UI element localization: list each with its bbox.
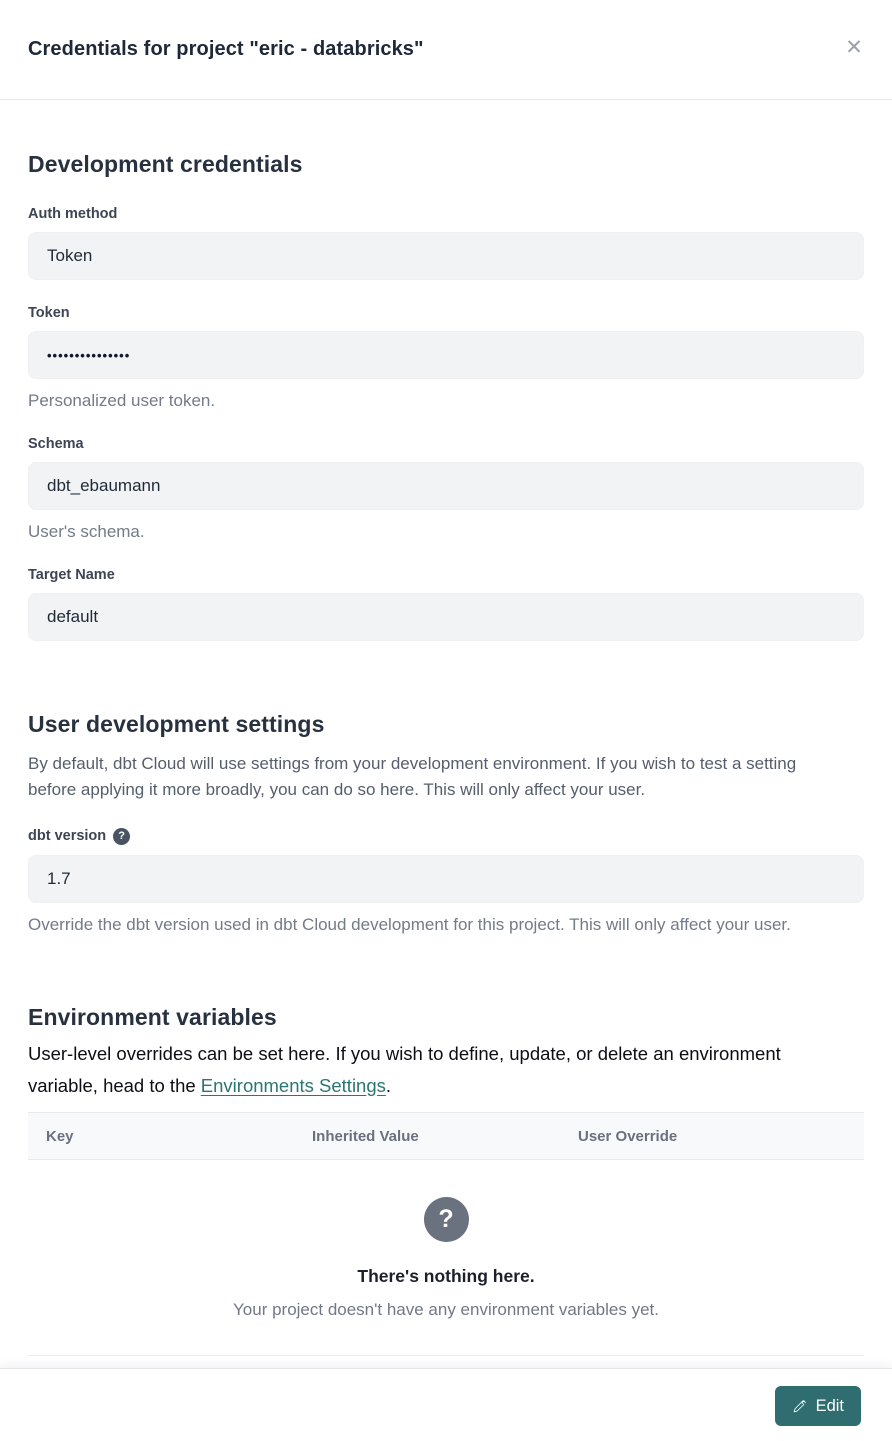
development-credentials-heading: Development credentials — [28, 151, 303, 177]
content-bottom-divider — [28, 1355, 864, 1356]
close-icon[interactable]: ✕ — [838, 32, 870, 64]
auth-method-input[interactable] — [28, 232, 864, 280]
modal-footer — [0, 1368, 892, 1441]
dbt-version-input[interactable] — [28, 855, 864, 903]
edit-button[interactable] — [775, 1386, 861, 1426]
modal-title: Credentials for project "eric - databricks" — [28, 38, 424, 60]
dbt-version-label: dbt version — [28, 828, 107, 845]
environments-settings-link[interactable]: Environments Settings — [200, 1074, 386, 1096]
token-field-group — [28, 305, 864, 411]
environment-variables-heading: Environment variables — [28, 1003, 277, 1030]
env-vars-table-header — [28, 1112, 864, 1160]
env-vars-empty-state — [28, 1197, 864, 1320]
modal-header — [0, 0, 892, 100]
user-development-settings-description: By default, dbt Cloud will use settings from your development environment. If you wish to test a setting before applying it more broadly, you can do so here. This will only affect your user. — [28, 754, 797, 800]
help-icon[interactable]: ? — [113, 828, 130, 845]
dbt-version-label-row — [28, 828, 864, 845]
empty-state-title: There's nothing here. — [357, 1266, 535, 1287]
modal-content — [0, 151, 892, 1356]
ev-description-suffix: . — [385, 1074, 392, 1096]
auth-method-label: Auth method — [28, 206, 118, 222]
token-input[interactable] — [28, 331, 864, 379]
target-name-field-group — [28, 567, 864, 641]
auth-method-field-group — [28, 206, 864, 280]
ev-description-prefix: User-level overrides can be set here. If you wish to define, update, or delete an environment variable, head to the — [28, 1042, 781, 1096]
table-header-user-override: User Override — [578, 1127, 678, 1145]
user-development-settings-heading: User development settings — [28, 711, 325, 737]
pencil-icon — [792, 1399, 807, 1414]
edit-button-label: Edit — [815, 1396, 844, 1415]
environment-variables-description — [28, 1038, 848, 1102]
token-helper-text: Personalized user token. — [28, 391, 216, 410]
question-mark-icon: ? — [424, 1197, 469, 1242]
target-name-input[interactable] — [28, 593, 864, 641]
token-label: Token — [28, 305, 70, 321]
target-name-label: Target Name — [28, 567, 115, 583]
schema-helper-text: User's schema. — [28, 522, 145, 541]
empty-state-subtitle: Your project doesn't have any environment variables yet. — [233, 1300, 659, 1320]
schema-field-group — [28, 436, 864, 542]
dbt-version-helper-text: Override the dbt version used in dbt Cloud development for this project. This will only affect your user. — [28, 914, 791, 934]
dbt-version-field-group — [28, 828, 864, 935]
table-header-key: Key — [46, 1127, 74, 1145]
schema-label: Schema — [28, 436, 84, 452]
table-header-inherited-value: Inherited Value — [312, 1127, 419, 1145]
schema-input[interactable] — [28, 462, 864, 510]
